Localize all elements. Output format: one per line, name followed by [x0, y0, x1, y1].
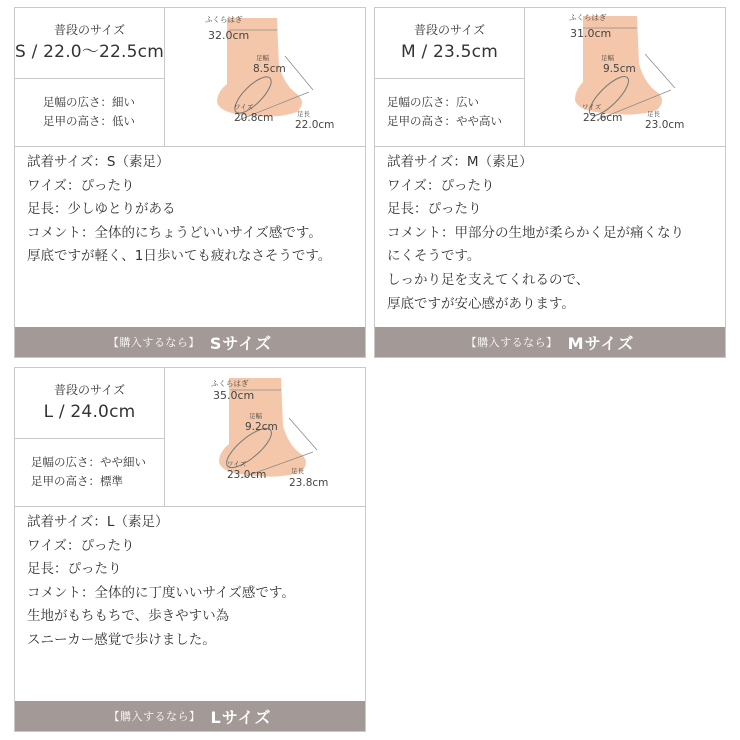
- foot-length-line: [285, 56, 313, 90]
- wise-label: ワイズ: [234, 103, 254, 111]
- ankle-label: 足幅: [249, 412, 262, 420]
- usual-size-value: L / 24.0cm: [43, 402, 136, 422]
- wise-label: ワイズ: [227, 460, 247, 468]
- buy-prefix: 【購入するなら】: [465, 336, 558, 349]
- foot-length-label: 足長: [297, 110, 310, 118]
- comment-line: スニーカー感覚で歩けました。: [27, 631, 216, 648]
- foot-length-line: [645, 54, 675, 88]
- comment-block: [27, 151, 359, 269]
- calf-label: ふくらはぎ: [569, 13, 607, 22]
- usual-size-box: [15, 8, 164, 79]
- usual-size-cell: [375, 8, 525, 146]
- comment-line: 厚底ですが軽く、1日歩いても疲れなさそうです。: [27, 248, 332, 265]
- comment-line: ワイズ：ぴったり: [27, 537, 135, 554]
- size-card-m: [374, 7, 726, 358]
- comment-line: しっかり足を支えてくれるので、: [387, 271, 590, 288]
- foot-illustration: [525, 8, 723, 146]
- calf-label: ふくらはぎ: [211, 379, 249, 388]
- foot-features: [15, 438, 180, 506]
- instep-feature: 足甲の高さ：標準: [31, 474, 123, 488]
- foot-length-label: 足長: [291, 467, 304, 475]
- comment-line: 足長：ぴったり: [27, 561, 122, 578]
- usual-size-box: [375, 8, 524, 79]
- buy-prefix: 【購入するなら】: [108, 710, 201, 723]
- wise-label: ワイズ: [582, 103, 602, 111]
- comment-line: 足長：ぴったり: [387, 201, 482, 218]
- usual-size-label: 普段のサイズ: [413, 23, 486, 37]
- foot-length-value: 22.0cm: [295, 119, 335, 131]
- buy-size-bar: [15, 701, 365, 731]
- buy-size-bar: [375, 327, 725, 357]
- ankle-value: 8.5cm: [253, 63, 286, 75]
- foot-diagram: [525, 8, 723, 146]
- width-feature: 足幅の広さ：広い: [387, 95, 479, 109]
- buy-size: Lサイズ: [210, 707, 272, 727]
- width-feature: 足幅の広さ：やや細い: [31, 455, 146, 469]
- wise-value: 22.6cm: [583, 112, 623, 124]
- wise-value: 20.8cm: [234, 112, 274, 124]
- comment-line: 試着サイズ：L（素足）: [27, 514, 169, 530]
- instep-feature: 足甲の高さ：低い: [43, 114, 135, 128]
- ankle-label: 足幅: [601, 54, 614, 62]
- card-header: [375, 8, 725, 147]
- foot-length-value: 23.0cm: [645, 119, 685, 131]
- comment-block: [387, 151, 719, 316]
- calf-value: 35.0cm: [213, 389, 255, 402]
- foot-diagram: [165, 368, 363, 506]
- comment-line: 試着サイズ：S（素足）: [27, 154, 170, 170]
- usual-size-label: 普段のサイズ: [53, 23, 126, 37]
- comment-line: コメント：全体的に丁度いいサイズ感です。: [27, 584, 295, 601]
- buy-prefix: 【購入するなら】: [107, 336, 200, 349]
- usual-size-cell: [15, 8, 165, 146]
- comment-line: 試着サイズ：M（素足）: [387, 154, 533, 170]
- ankle-value: 9.2cm: [245, 421, 278, 433]
- comment-line: 生地がもちもちで、歩きやすい為: [27, 608, 230, 625]
- foot-features: [375, 78, 536, 146]
- foot-illustration: [165, 368, 363, 506]
- card-header: [15, 8, 365, 147]
- usual-size-box: [15, 368, 164, 439]
- card-header: [15, 368, 365, 507]
- usual-size-value: M / 23.5cm: [401, 42, 498, 62]
- usual-size-cell: [15, 368, 165, 506]
- wise-value: 23.0cm: [227, 469, 267, 481]
- comment-line: 厚底ですが安心感があります。: [387, 295, 575, 312]
- comment-line: ワイズ：ぴったり: [387, 177, 495, 194]
- instep-feature: 足甲の高さ：やや高い: [387, 114, 502, 128]
- size-card-s: [14, 7, 366, 358]
- ankle-label: 足幅: [256, 54, 269, 62]
- comment-block: [27, 511, 359, 653]
- comment-line: 足長：少しゆとりがある: [27, 201, 176, 218]
- ankle-value: 9.5cm: [603, 63, 636, 75]
- foot-illustration: [165, 8, 363, 146]
- calf-value: 31.0cm: [570, 27, 612, 40]
- comment-line: コメント：全体的にちょうどいいサイズ感です。: [27, 224, 322, 241]
- usual-size-value: S / 22.0〜22.5cm: [15, 42, 164, 62]
- calf-value: 32.0cm: [208, 29, 250, 42]
- buy-size: Mサイズ: [567, 333, 635, 353]
- buy-size-bar: [15, 327, 365, 357]
- comment-line: コメント：甲部分の生地が柔らかく足が痛くなり: [387, 224, 684, 241]
- comment-line: にくそうです。: [387, 248, 481, 265]
- usual-size-label: 普段のサイズ: [53, 383, 126, 397]
- size-card-l: [14, 367, 366, 732]
- foot-length-label: 足長: [647, 110, 660, 118]
- calf-label: ふくらはぎ: [205, 15, 243, 24]
- comment-line: ワイズ：ぴったり: [27, 177, 135, 194]
- foot-diagram: [165, 8, 363, 146]
- foot-length-value: 23.8cm: [289, 477, 329, 489]
- foot-length-line: [289, 418, 317, 450]
- width-feature: 足幅の広さ：細い: [43, 95, 135, 109]
- buy-size: Sサイズ: [209, 333, 273, 353]
